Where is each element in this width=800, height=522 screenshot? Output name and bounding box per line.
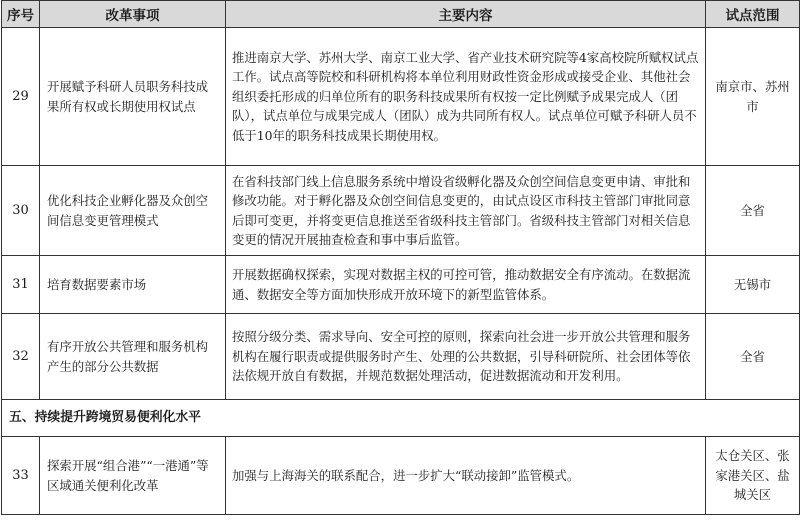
pilot-scope: 全省 bbox=[706, 166, 800, 256]
row-number: 31 bbox=[2, 256, 40, 314]
row-number: 33 bbox=[2, 437, 40, 515]
reform-item: 培育数据要素市场 bbox=[40, 256, 226, 314]
table-row bbox=[2, 314, 800, 400]
header-num: 序号 bbox=[2, 1, 40, 28]
table-row bbox=[2, 28, 800, 166]
main-content: 按照分级分类、需求导向、安全可控的原则，探索向社会进一步开放公共管理和服务机构在履行职责或提供服务时产生、处理的公共数据，引导科研院所、社会团体等依法依规开放自有数据，并规范数据处理活动，促进数据流动和开发利用。 bbox=[226, 314, 706, 400]
reform-item: 探索开展“组合港”“一港通”等区域通关便利化改革 bbox=[40, 437, 226, 515]
reform-item: 有序开放公共管理和服务机构产生的部分公共数据 bbox=[40, 314, 226, 400]
reform-item: 优化科技企业孵化器及众创空间信息变更管理模式 bbox=[40, 166, 226, 256]
main-content: 推进南京大学、苏州大学、南京工业大学、省产业技术研究院等4家高校院所赋权试点工作。试点高等院校和科研机构将本单位利用财政性资金形成或接受企业、其他社会组织委托形成的归单位所有的职务科技成果所有权按一定比例赋予成果完成人（团队），试点单位与成果完成人（团队）成为共同所有权人。试点单位可赋予科研人员不低于10年的职务科技成果长期使用权。 bbox=[226, 28, 706, 166]
row-number: 29 bbox=[2, 28, 40, 166]
main-content: 开展数据确权探索，实现对数据主权的可控可管，推动数据安全有序流动。在数据流通、数据安全等方面加快形成开放环境下的新型监管体系。 bbox=[226, 256, 706, 314]
section-heading: 五、持续提升跨境贸易便利化水平 bbox=[2, 400, 800, 437]
header-content: 主要内容 bbox=[226, 1, 706, 28]
reform-table bbox=[1, 0, 800, 515]
header-item: 改革事项 bbox=[40, 1, 226, 28]
main-content: 在省科技部门线上信息服务系统中增设省级孵化器及众创空间信息变更申请、审批和修改功能。对于孵化器及众创空间信息变更的，由试点设区市科技主管部门审批同意后即可变更，并将变更信息推送至省级科技主管部门。省级科技主管部门对相关信息变更的情况开展抽查检查和事中事后监管。 bbox=[226, 166, 706, 256]
pilot-scope: 全省 bbox=[706, 314, 800, 400]
main-content: 加强与上海海关的联系配合，进一步扩大“联动接卸”监管模式。 bbox=[226, 437, 706, 515]
table-row bbox=[2, 437, 800, 515]
row-number: 32 bbox=[2, 314, 40, 400]
table-row bbox=[2, 166, 800, 256]
table-row bbox=[2, 256, 800, 314]
pilot-scope: 太仓关区、张家港关区、盐城关区 bbox=[706, 437, 800, 515]
pilot-scope: 南京市、苏州市 bbox=[706, 28, 800, 166]
header-scope: 试点范围 bbox=[706, 1, 800, 28]
pilot-scope: 无锡市 bbox=[706, 256, 800, 314]
section-row bbox=[2, 400, 800, 437]
table-header-row bbox=[2, 1, 800, 28]
row-number: 30 bbox=[2, 166, 40, 256]
reform-item: 开展赋予科研人员职务科技成果所有权或长期使用权试点 bbox=[40, 28, 226, 166]
